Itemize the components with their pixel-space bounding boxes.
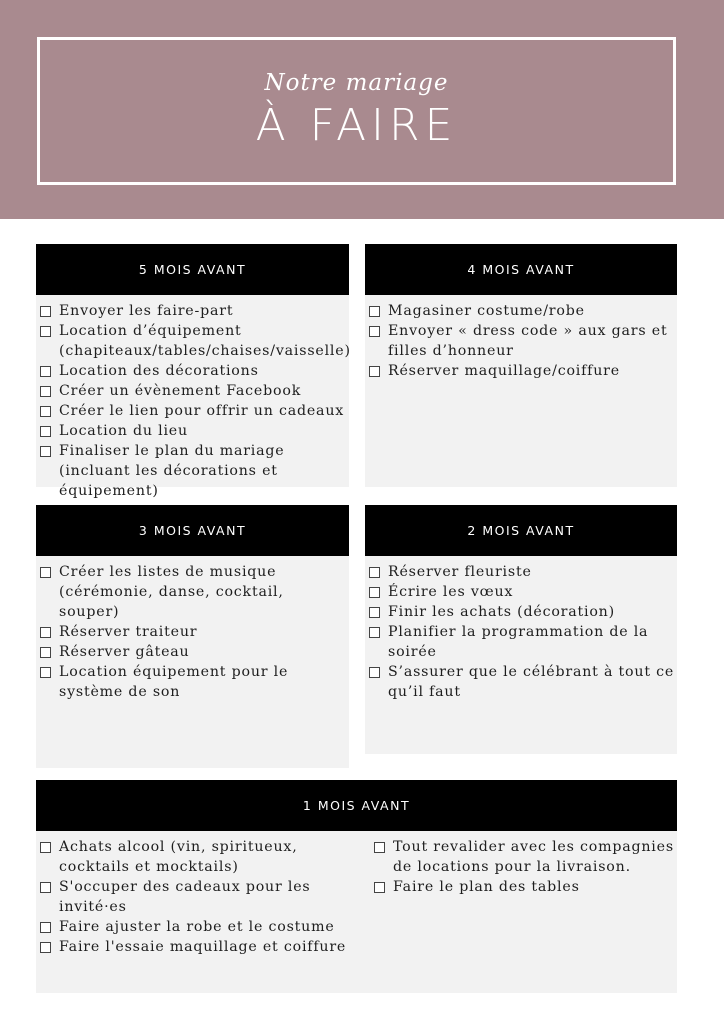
section-heading: 5 MOIS AVANT [36, 244, 349, 295]
checkbox-icon[interactable] [369, 567, 380, 578]
section-heading: 1 MOIS AVANT [36, 780, 677, 831]
task-item[interactable]: Faire le plan des tables [372, 877, 677, 897]
title-frame [37, 37, 676, 185]
checkbox-icon[interactable] [40, 306, 51, 317]
task-item[interactable]: Achats alcool (vin, spiritueux, cocktails et mocktails) [38, 837, 358, 877]
section-heading: 3 MOIS AVANT [36, 505, 349, 556]
task-item[interactable]: Magasiner costume/robe [367, 301, 677, 321]
task-item[interactable]: Réserver fleuriste [367, 562, 677, 582]
checkbox-icon[interactable] [40, 446, 51, 457]
task-item[interactable]: Finir les achats (décoration) [367, 602, 677, 622]
task-item[interactable]: Faire l'essaie maquillage et coiffure [38, 937, 358, 957]
checkbox-icon[interactable] [40, 366, 51, 377]
task-item[interactable]: Réserver gâteau [38, 642, 349, 662]
checkbox-icon[interactable] [40, 426, 51, 437]
section-1-mois [36, 780, 677, 993]
task-list-right [358, 831, 677, 993]
section-4-mois [365, 244, 677, 487]
checkbox-icon[interactable] [40, 567, 51, 578]
task-item[interactable]: Créer les listes de musique (cérémonie, danse, cocktail, souper) [38, 562, 349, 622]
checkbox-icon[interactable] [369, 306, 380, 317]
task-item[interactable]: Faire ajuster la robe et le costume [38, 917, 358, 937]
task-item[interactable]: Envoyer les faire-part [38, 301, 349, 321]
section-body [365, 556, 677, 754]
task-item[interactable]: Écrire les vœux [367, 582, 677, 602]
section-5-mois [36, 244, 351, 499]
section-heading: 4 MOIS AVANT [365, 244, 677, 295]
task-item[interactable]: Finaliser le plan du mariage (incluant les décorations et équipement) [38, 441, 349, 501]
checkbox-icon[interactable] [40, 386, 51, 397]
checkbox-icon[interactable] [40, 326, 51, 337]
checkbox-icon[interactable] [369, 587, 380, 598]
checkbox-icon[interactable] [40, 882, 51, 893]
checkbox-icon[interactable] [374, 842, 385, 853]
header-banner [0, 0, 724, 219]
checkbox-icon[interactable] [369, 366, 380, 377]
task-item[interactable]: Location d’équipement (chapiteaux/tables/chaises/vaisselle) [38, 321, 349, 361]
checkbox-icon[interactable] [369, 326, 380, 337]
task-list-left [36, 831, 358, 993]
checkbox-icon[interactable] [40, 667, 51, 678]
task-item[interactable]: Location du lieu [38, 421, 349, 441]
task-item[interactable]: S'occuper des cadeaux pour les invité·es [38, 877, 358, 917]
task-item[interactable]: Réserver traiteur [38, 622, 349, 642]
section-body [36, 556, 349, 768]
section-3-mois [36, 505, 349, 768]
task-item[interactable]: Planifier la programmation de la soirée [367, 622, 677, 662]
checkbox-icon[interactable] [40, 842, 51, 853]
task-item[interactable]: S’assurer que le célébrant à tout ce qu’il faut [367, 662, 677, 702]
section-heading: 2 MOIS AVANT [365, 505, 677, 556]
page-title: À FAIRE [255, 100, 458, 151]
checkbox-icon[interactable] [40, 627, 51, 638]
checkbox-icon[interactable] [40, 406, 51, 417]
task-item[interactable]: Envoyer « dress code » aux gars et filles d’honneur [367, 321, 677, 361]
page-subtitle: Notre mariage [264, 70, 449, 96]
section-body [365, 295, 677, 487]
task-item[interactable]: Location équipement pour le système de son [38, 662, 349, 702]
checkbox-icon[interactable] [374, 882, 385, 893]
task-item[interactable]: Créer le lien pour offrir un cadeaux [38, 401, 349, 421]
task-item[interactable]: Réserver maquillage/coiffure [367, 361, 677, 381]
section-body [36, 831, 677, 993]
task-item[interactable]: Créer un évènement Facebook [38, 381, 349, 401]
checkbox-icon[interactable] [40, 647, 51, 658]
checkbox-icon[interactable] [40, 942, 51, 953]
section-2-mois [365, 505, 677, 754]
checkbox-icon[interactable] [40, 922, 51, 933]
task-item[interactable]: Location des décorations [38, 361, 349, 381]
task-item[interactable]: Tout revalider avec les compagnies de locations pour la livraison. [372, 837, 677, 877]
checkbox-icon[interactable] [369, 627, 380, 638]
checkbox-icon[interactable] [369, 607, 380, 618]
checkbox-icon[interactable] [369, 667, 380, 678]
section-body [36, 295, 351, 499]
